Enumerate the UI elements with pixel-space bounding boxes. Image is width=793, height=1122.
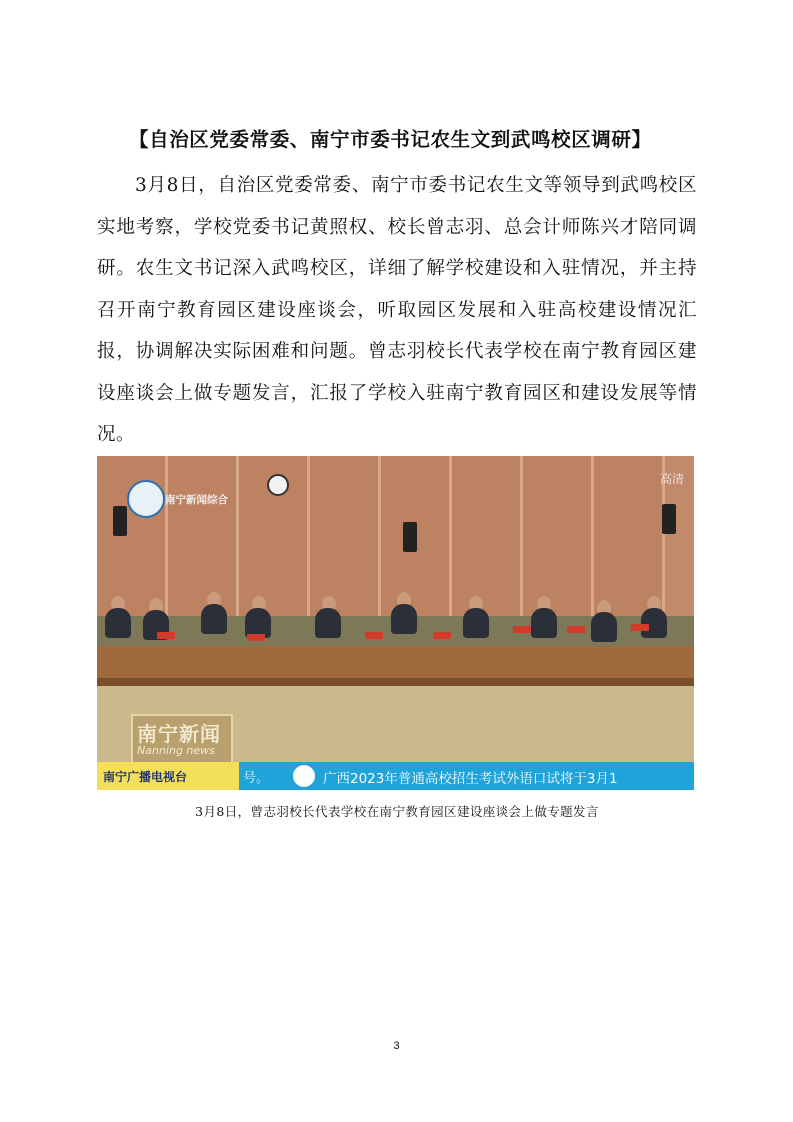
attendee	[391, 604, 417, 634]
nameplate	[365, 632, 383, 639]
program-title: 南宁新闻	[137, 722, 221, 746]
section-heading: 【自治区党委常委、南宁市委书记农生文到武鸣校区调研】	[129, 128, 652, 151]
paragraph-text: 3月8日，自治区党委常委、南宁市委书记农生文等领导到武鸣校区实地考察，学校党委书记黄照权、校长曾志羽、总会计师陈兴才陪同调研。农生文书记深入武鸣校区，详细了解学校建设和入驻情况，并主持召开南宁教育园区建设座谈会，听取园区发展和入驻高校建设情况汇报，协调解决实际困难和问题。曾志羽校长代表学校在南宁教育园区建设座谈会上做专题发言，汇报了学校入驻南宁教育园区和建设发展等情况。	[97, 175, 697, 445]
ticker-station: 南宁广播电视台	[103, 770, 188, 784]
hd-badge: 高清	[659, 472, 684, 486]
ticker-logo-icon	[293, 765, 315, 787]
attendee	[641, 608, 667, 638]
wall-clock-icon	[267, 474, 289, 496]
news-ticker	[97, 762, 694, 790]
nameplate	[247, 634, 265, 641]
ticker-fragment: 号。	[243, 771, 270, 786]
body-paragraph	[97, 165, 697, 456]
wall-panel	[523, 456, 594, 616]
attendee	[105, 608, 131, 638]
channel-logo	[127, 480, 247, 514]
wall-panel	[310, 456, 381, 616]
speaker-icon	[403, 522, 417, 552]
nameplate	[513, 626, 531, 633]
meeting-photo	[97, 456, 694, 790]
program-title-box	[131, 714, 233, 764]
wall-panel	[594, 456, 665, 616]
ticker-text: 广西2023年普通高校招生考试外语口试将于3月1	[323, 771, 618, 787]
nameplate	[433, 632, 451, 639]
attendee	[201, 604, 227, 634]
speaker-icon	[662, 504, 676, 534]
channel-logo-icon	[127, 480, 165, 518]
page-number: 3	[393, 1040, 400, 1052]
channel-logo-text: 南宁新闻综合	[165, 494, 228, 506]
nameplate	[631, 624, 649, 631]
attendee	[591, 612, 617, 642]
photo-caption: 3月8日，曾志羽校长代表学校在南宁教育园区建设座谈会上做专题发言	[195, 804, 599, 819]
attendee	[531, 608, 557, 638]
attendee	[315, 608, 341, 638]
wall-panel	[452, 456, 523, 616]
speaker-icon	[113, 506, 127, 536]
table-edge	[97, 678, 694, 686]
nameplate	[157, 632, 175, 639]
nameplate	[567, 626, 585, 633]
ticker-station-box	[97, 762, 239, 790]
program-title-en: Nanning news	[137, 744, 215, 757]
attendee	[463, 608, 489, 638]
